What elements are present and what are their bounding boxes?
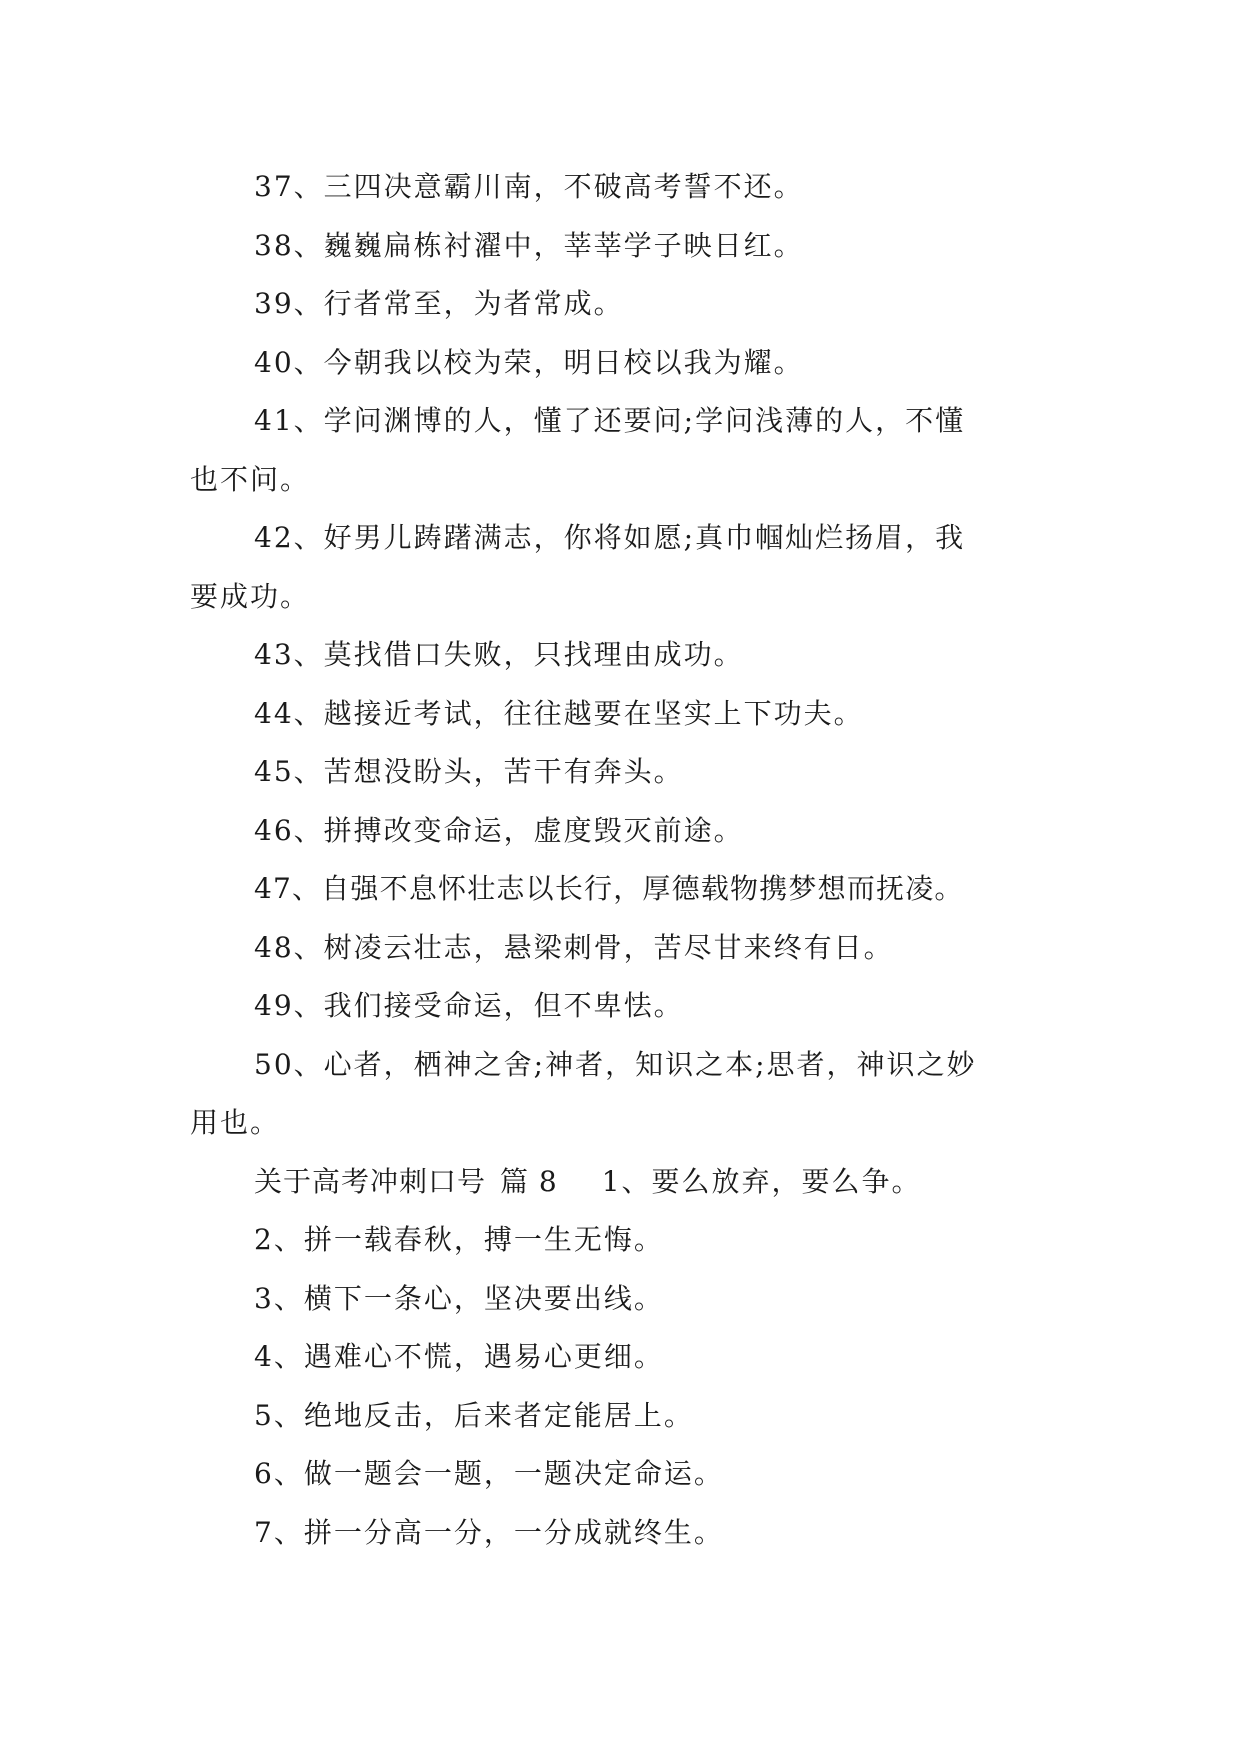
section-heading [190, 1153, 1050, 1212]
slogan-line-41: 41、学问渊博的人，懂了还要问;学问浅薄的人，不懂 [254, 404, 966, 437]
slogan-line-40: 40、今朝我以校为荣，明日校以我为耀。 [254, 345, 804, 379]
slogan-line-38: 38、巍巍扁栋衬濯中，莘莘学子映日红。 [254, 228, 804, 262]
slogan-line-44: 44、越接近考试，往往越要在坚实上下功夫。 [254, 696, 864, 730]
slogan-item-3: 3、横下一条心，坚决要出线。 [254, 1281, 664, 1315]
slogan-line-37: 37、三四决意霸川南，不破高考誓不还。 [254, 170, 804, 203]
slogan-line-42-continued: 要成功。 [190, 579, 311, 613]
slogan-line-42: 42、好男儿踌躇满志，你将如愿;真巾帼灿烂扬眉，我 [254, 521, 966, 554]
document-body [190, 158, 1050, 1562]
slogan-line-43: 43、莫找借口失败，只找理由成功。 [254, 638, 744, 671]
slogan-item-2: 2、拼一载春秋，搏一生无悔。 [254, 1223, 664, 1256]
slogan-line-41-continued: 也不问。 [190, 462, 311, 496]
slogan-line-46: 46、拼搏改变命运，虚度毁灭前途。 [254, 813, 744, 847]
section-label: 篇 8 [500, 1164, 558, 1198]
slogan-line-50: 50、心者，栖神之舍;神者，知识之本;思者，神识之妙 [254, 1047, 977, 1081]
slogan-item-5: 5、绝地反击，后来者定能居上。 [254, 1398, 694, 1432]
slogan-item-7: 7、拼一分高一分，一分成就终生。 [254, 1515, 724, 1549]
slogan-line-49: 49、我们接受命运，但不卑怯。 [254, 989, 684, 1022]
slogan-item-4: 4、遇难心不慌，遇易心更细。 [254, 1340, 664, 1373]
slogan-line-50-continued: 用也。 [190, 1106, 281, 1139]
slogan-line-48: 48、树凌云壮志，悬梁刺骨，苦尽甘来终有日。 [254, 930, 894, 964]
section-title: 关于高考冲刺口号 [254, 1164, 487, 1198]
slogan-line-47: 47、自强不息怀壮志以长行，厚德载物携梦想而抚凌。 [254, 872, 964, 905]
slogan-line-39: 39、行者常至，为者常成。 [254, 287, 624, 320]
section-first-item: 1、要么放弃，要么争。 [601, 1164, 922, 1198]
slogan-line-45: 45、苦想没盼头，苦干有奔头。 [254, 755, 684, 788]
slogan-item-6: 6、做一题会一题，一题决定命运。 [254, 1457, 724, 1490]
